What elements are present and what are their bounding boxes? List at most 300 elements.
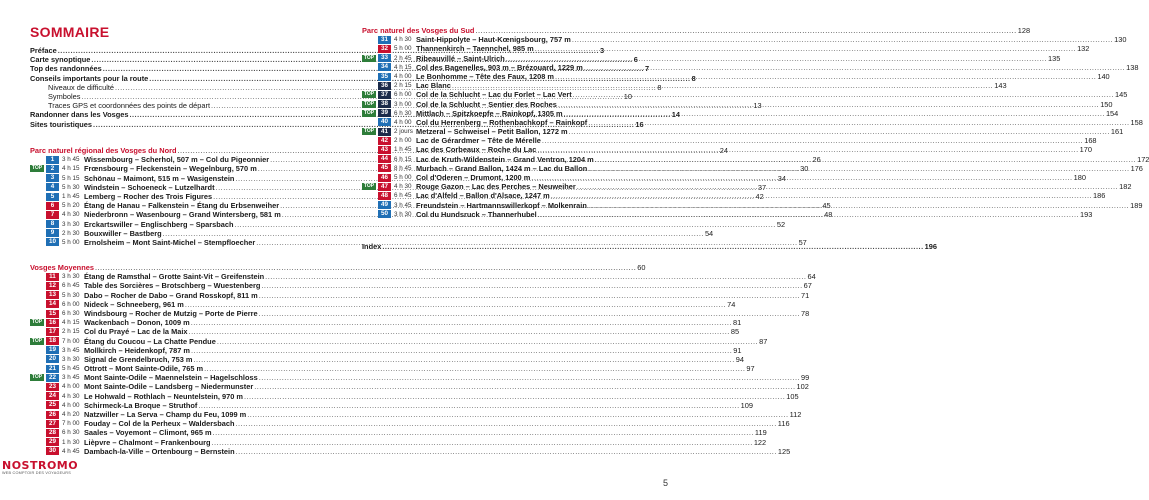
top-badge-empty: [30, 384, 44, 391]
route-entry[interactable]: [362, 81, 1007, 91]
top-badge-empty: [30, 193, 44, 200]
page-ref: 172: [1137, 154, 1149, 164]
route-entry[interactable]: [362, 44, 1090, 54]
entry-label: Traces GPS et coordonnées des points de départ: [48, 101, 211, 111]
route-number-badge: 16: [46, 319, 59, 327]
page-ref: 54: [704, 228, 714, 238]
entry-label: Top des randonnées: [30, 64, 102, 74]
route-title: Wissembourg – Scherhol, 507 m – Col du Pigeonnier: [84, 155, 270, 165]
logo-tagline: WEB COMPTOIR DES VOYAGEURS: [2, 471, 71, 475]
route-duration: 6 h 30: [394, 109, 412, 117]
leader-dots: [189, 327, 730, 336]
route-entry[interactable]: [30, 318, 742, 328]
top-badge-empty: [30, 448, 44, 455]
route-duration: 3 h 45: [62, 346, 80, 354]
route-duration: 2 h 45: [394, 54, 412, 62]
route-number-badge: 42: [378, 137, 391, 145]
route-title: Windstein – Schoeneck – Lutzelhardt: [84, 182, 215, 192]
leader-dots: [244, 392, 785, 401]
leader-dots: [506, 54, 1047, 63]
route-number-badge: 3: [46, 174, 59, 182]
top-badge-empty: [30, 301, 44, 308]
route-number-badge: 12: [46, 282, 59, 290]
page-ref: 13: [753, 101, 762, 111]
route-title: Fouday – Col de la Perheux – Waldersbach: [84, 419, 235, 429]
route-number-badge: 2: [46, 165, 59, 173]
route-duration: 2 h 30: [62, 229, 80, 237]
route-number-badge: 41: [378, 128, 391, 136]
page-ref: 26: [812, 155, 821, 165]
page-ref: 14: [671, 110, 680, 120]
page-ref: 132: [1077, 44, 1090, 54]
route-entry[interactable]: [362, 200, 1143, 210]
page-ref: 125: [777, 446, 791, 456]
route-title: Table des Sorcières – Brotschberg – Wuestenberg: [84, 281, 261, 291]
route-number-badge: 21: [46, 365, 59, 373]
top-badge-empty: [30, 221, 44, 228]
page-ref: 150: [1100, 99, 1113, 109]
top-badge-empty: [362, 45, 376, 52]
page-ref: 122: [753, 437, 767, 447]
leader-dots: [551, 191, 1092, 200]
route-number-badge: 33: [378, 54, 391, 62]
page-ref: 64: [807, 272, 816, 282]
leader-dots: [535, 44, 1076, 53]
route-entry[interactable]: [30, 437, 767, 447]
section-heading-label: Parc naturel régional des Vosges du Nord: [30, 146, 177, 155]
page-ref: 99: [801, 373, 810, 383]
top-badge: TOP: [31, 374, 43, 381]
route-title: Murbach – Grand Ballon, 1424 m – Lac du Ballon: [416, 163, 588, 173]
route-number-badge: 18: [46, 337, 59, 345]
leader-dots: [193, 355, 734, 364]
top-badge: TOP: [363, 100, 375, 107]
page-ref: 3: [600, 46, 605, 55]
entry-label: Carte synoptique: [30, 55, 91, 65]
leader-dots: [235, 220, 776, 229]
route-entry[interactable]: [30, 391, 799, 401]
route-number-badge: 19: [46, 346, 59, 354]
top-badge-empty: [30, 310, 44, 317]
route-entry[interactable]: [30, 373, 810, 383]
route-entry[interactable]: [30, 410, 802, 419]
route-number-badge: 9: [46, 229, 59, 237]
route-title: Lac Blanc: [416, 81, 451, 91]
leader-dots: [531, 173, 1072, 182]
leader-dots: [259, 309, 800, 318]
route-duration: 3 h 30: [62, 273, 80, 281]
route-title: Bouxwiller – Bastberg: [84, 228, 162, 238]
logo-wordmark: NOSTROMO: [2, 459, 79, 472]
leader-dots: [475, 26, 1016, 35]
route-duration: 4 h 30: [394, 183, 412, 191]
top-badge: TOP: [363, 128, 375, 135]
route-number-badge: 8: [46, 220, 59, 228]
route-number-badge: 29: [46, 438, 59, 446]
route-duration: 3 h 30: [394, 210, 412, 218]
section-heading-label: Parc naturel des Vosges du Sud: [362, 26, 475, 35]
route-number-badge: 1: [46, 156, 59, 164]
leader-dots: [572, 35, 1113, 44]
top-badge: TOP: [363, 91, 375, 98]
route-entry[interactable]: [30, 336, 768, 346]
route-entry[interactable]: [30, 400, 753, 410]
route-entry[interactable]: [30, 419, 790, 429]
route-duration: 4 h 15: [62, 165, 80, 173]
route-number-badge: 36: [378, 82, 391, 90]
page-ref: 37: [757, 182, 767, 192]
leader-dots: [259, 291, 800, 300]
route-title: Schirmeck-La Broque – Struthof: [84, 400, 198, 410]
leader-dots: [261, 281, 802, 290]
page-number: 5: [663, 478, 669, 488]
route-number-badge: 13: [46, 291, 59, 299]
route-entry[interactable]: [362, 117, 1143, 127]
route-title: Étang du Coucou – La Chatte Pendue: [84, 336, 216, 346]
route-duration: 4 h 00: [62, 401, 80, 409]
route-entry[interactable]: [30, 364, 755, 374]
route-title: Ernolsheim – Mont Saint-Michel – Stempfloecher: [84, 237, 256, 247]
page-ref: 116: [777, 419, 790, 429]
route-number-badge: 17: [46, 328, 59, 336]
page-ref: 10: [623, 91, 632, 101]
page-ref: 196: [924, 242, 937, 251]
page-ref: 130: [1114, 35, 1127, 45]
page-ref: 8: [657, 82, 662, 92]
leader-dots: [382, 242, 923, 251]
route-duration: 3 h 45: [62, 374, 80, 382]
route-title: Niederbronn – Wasenbourg – Grand Wintersberg, 581 m: [84, 210, 281, 220]
leader-dots: [95, 263, 636, 272]
section-vosges-moyennes: [30, 263, 816, 456]
leader-dots: [213, 428, 754, 437]
page-ref: 158: [1130, 117, 1143, 127]
top-badge-empty: [30, 175, 44, 182]
top-badge-empty: [362, 174, 376, 181]
page-ref: 85: [730, 327, 740, 337]
route-duration: 7 h 00: [62, 420, 80, 428]
route-entry[interactable]: [30, 354, 744, 364]
leader-dots: [247, 410, 788, 419]
route-entry[interactable]: [362, 53, 1061, 63]
page-ref: 42: [755, 191, 764, 201]
route-duration: 5 h 30: [62, 183, 80, 191]
route-number-badge: 35: [378, 73, 391, 81]
top-badge-empty: [362, 211, 376, 218]
leader-dots: [217, 337, 758, 346]
route-number-badge: 27: [46, 420, 59, 428]
page-ref: 8: [691, 73, 696, 83]
entry-label: Sites touristiques: [30, 119, 93, 129]
leader-dots: [163, 229, 704, 238]
route-number-badge: 34: [378, 63, 391, 71]
route-title: Lac d'Alfeld – Ballon d'Alsace, 1247 m: [416, 191, 550, 201]
route-title: Mollkirch – Heidenkopf, 787 m: [84, 345, 190, 355]
route-number-badge: 6: [46, 202, 59, 210]
page-ref: 140: [1097, 71, 1110, 81]
leader-dots: [538, 210, 1079, 219]
top-badge-empty: [362, 64, 376, 71]
route-duration: 4 h 15: [62, 319, 80, 327]
top-badge-empty: [30, 347, 44, 354]
route-entry[interactable]: [30, 219, 786, 229]
page-ref: 128: [1017, 26, 1031, 35]
route-duration: 6 h 15: [394, 155, 412, 163]
top-badge-empty: [30, 156, 44, 163]
route-title: Rouge Gazon – Lac des Perches – Neuweiher: [416, 182, 576, 192]
page-ref: 145: [1114, 90, 1128, 100]
route-entry[interactable]: [30, 281, 812, 291]
top-badge: TOP: [31, 165, 43, 172]
top-badge-empty: [362, 36, 376, 43]
top-badge-empty: [362, 165, 376, 172]
page-ref: 161: [1110, 127, 1124, 137]
route-number-badge: 11: [46, 273, 59, 281]
page-ref: 87: [759, 336, 768, 346]
route-title: Étang de Hanau – Falkenstein – Étang du Erbsenweiher: [84, 201, 280, 211]
leader-dots: [564, 109, 1105, 118]
entry-label: Symboles: [48, 91, 81, 101]
route-entry[interactable]: [362, 90, 1128, 100]
route-number-badge: 30: [46, 447, 59, 455]
page-ref: 30: [800, 164, 809, 174]
route-title: Lac de Kruth-Wildenstein – Grand Ventron, 1204 m: [416, 154, 594, 164]
entry-label: Randonner dans les Vosges: [30, 110, 129, 120]
section-heading[interactable]: [30, 263, 646, 272]
page-ref: 34: [777, 173, 786, 183]
route-duration: 4 h 00: [394, 118, 412, 126]
route-duration: 4 h 20: [62, 411, 80, 418]
leader-dots: [259, 373, 800, 382]
route-number-badge: 38: [378, 100, 391, 108]
route-number-badge: 45: [378, 164, 391, 172]
route-entry[interactable]: [30, 308, 810, 318]
top-badge-empty: [362, 137, 376, 144]
top-badge-empty: [30, 402, 44, 409]
top-badge-empty: [30, 356, 44, 363]
page-ref: 109: [740, 400, 753, 410]
route-title: Mittlach – Spitzkoepfe – Rainkopf, 1305 m: [416, 108, 563, 118]
page-ref: 143: [994, 81, 1007, 91]
top-badge-empty: [30, 211, 44, 218]
route-duration: 4 h 00: [62, 383, 80, 391]
route-title: Col des Bagenelles, 903 m – Brézouard, 1229 m: [416, 62, 583, 72]
route-title: Lemberg – Rocher des Trois Figures: [84, 191, 213, 201]
page-ref: 119: [754, 428, 767, 438]
entry-label: Niveaux de difficulté: [48, 82, 115, 92]
route-title: Freundstein – Hartmannswillerkopf – Molkenrain: [416, 200, 587, 210]
route-entry[interactable]: [362, 127, 1124, 137]
top-badge-empty: [30, 239, 44, 246]
route-number-badge: 28: [46, 429, 59, 437]
page-ref: 186: [1093, 191, 1106, 201]
top-badge: TOP: [363, 109, 375, 116]
top-badge: TOP: [363, 183, 375, 190]
leader-dots: [204, 364, 745, 373]
top-badge-empty: [30, 365, 44, 372]
route-duration: 1 h 45: [62, 192, 80, 200]
entry-label: Index: [362, 242, 382, 251]
route-title: Lièpvre – Chalmont – Frankenbourg: [84, 437, 211, 447]
top-badge-empty: [30, 202, 44, 209]
top-badge-empty: [362, 119, 376, 126]
route-number-badge: 22: [46, 374, 59, 382]
route-entry[interactable]: [30, 290, 810, 300]
page-ref: 180: [1073, 173, 1086, 182]
route-title: Mont Sainte-Odile – Landsberg – Niedermunster: [84, 382, 254, 392]
page-ref: 24: [719, 146, 729, 155]
page-ref: 94: [735, 354, 744, 364]
page-ref: 138: [1126, 62, 1139, 72]
route-number-badge: 26: [46, 411, 59, 419]
page-ref: 78: [800, 308, 810, 318]
route-duration: 2 h 00: [394, 137, 412, 145]
route-number-badge: 10: [46, 238, 59, 246]
page-ref: 16: [635, 119, 644, 129]
route-entry[interactable]: [30, 428, 767, 438]
route-title: Col de la Schlucht – Lac du Forlet – Lac Vert: [416, 90, 572, 100]
route-duration: 6 h 45: [62, 282, 80, 290]
route-duration: 6 h 30: [62, 429, 80, 437]
route-number-badge: 39: [378, 109, 391, 117]
top-badge: TOP: [31, 319, 43, 326]
route-duration: 4 h 45: [62, 447, 80, 455]
route-duration: 4 h 30: [62, 211, 80, 219]
route-title: Mont Sainte-Odile – Maennelstein – Hagelschloss: [84, 373, 258, 383]
page-ref: 193: [1080, 209, 1093, 219]
page-ref: 176: [1130, 163, 1143, 173]
route-number-badge: 25: [46, 401, 59, 409]
route-duration: 2 jours: [394, 128, 413, 136]
entry-label: Conseils importants pour la route: [30, 73, 149, 83]
top-badge-empty: [362, 156, 376, 163]
route-duration: 1 h 30: [62, 438, 80, 446]
top-badge-empty: [362, 192, 376, 199]
route-number-badge: 14: [46, 300, 59, 308]
route-title: Saales – Voyemont – Climont, 965 m: [84, 428, 212, 438]
route-number-badge: 43: [378, 146, 391, 154]
route-number-badge: 44: [378, 155, 391, 163]
leader-dots: [265, 272, 806, 281]
route-title: Dambach-la-Ville – Ortenbourg – Bernstein: [84, 446, 235, 456]
leader-dots: [569, 127, 1110, 136]
section-heading[interactable]: [362, 26, 1031, 35]
page-ref: 112: [789, 410, 802, 419]
top-badge-empty: [362, 202, 376, 209]
page-ref: 102: [796, 382, 809, 392]
route-duration: 2 h 15: [62, 328, 80, 336]
top-badge-empty: [30, 230, 44, 237]
route-duration: 5 h 00: [62, 238, 80, 246]
route-title: Schönau – Maimont, 515 m – Wasigenstein: [84, 173, 235, 183]
route-entry[interactable]: [30, 299, 736, 309]
page-ref: 74: [727, 299, 736, 309]
page-ref: 105: [786, 391, 799, 401]
route-entry[interactable]: [30, 327, 740, 337]
route-entry[interactable]: [362, 35, 1127, 45]
route-title: Col du Prayé – Lac de la Maix: [84, 327, 188, 337]
leader-dots: [555, 72, 1096, 81]
route-duration: 4 h 15: [394, 63, 412, 71]
leader-dots: [542, 136, 1083, 145]
route-duration: 7 h 00: [62, 337, 80, 345]
page-ref: 52: [776, 219, 786, 229]
leader-dots: [191, 318, 732, 327]
route-title: Lac de Gérardmer – Tête de Mérelle: [416, 136, 541, 146]
route-duration: 4 h 00: [394, 72, 412, 80]
route-duration: 1 h 45: [394, 146, 412, 154]
leader-dots: [191, 346, 732, 355]
page-ref: 7: [645, 64, 650, 74]
route-duration: 3 h 00: [394, 100, 412, 108]
top-badge-empty: [30, 393, 44, 400]
route-title: Dabo – Rocher de Dabo – Grand Rosskopf, 811 m: [84, 290, 258, 300]
route-duration: 6 h 00: [394, 91, 412, 99]
page-ref: 45: [822, 201, 831, 211]
top-badge-empty: [30, 420, 44, 427]
route-number-badge: 40: [378, 118, 391, 126]
page-ref: 6: [633, 55, 638, 65]
route-title: Col du Hundsruck – Thannerhubel: [416, 209, 537, 219]
route-title: Wackenbach – Donon, 1009 m: [84, 318, 190, 328]
route-entry[interactable]: [30, 446, 791, 456]
route-entry[interactable]: [362, 62, 1139, 72]
page-ref: 154: [1105, 108, 1119, 118]
entry-label: Préface: [30, 46, 57, 55]
route-entry[interactable]: [30, 382, 809, 392]
leader-dots: [254, 382, 795, 391]
leader-dots: [573, 90, 1114, 99]
route-title: Col de la Schlucht – Sentier des Roches: [416, 99, 557, 109]
top-badge-empty: [30, 429, 44, 436]
route-entry[interactable]: [30, 228, 714, 238]
top-badge: TOP: [363, 54, 375, 61]
route-title: Lac des Corbeaux – Roche du Lac: [416, 145, 537, 155]
route-entry[interactable]: [30, 345, 742, 355]
leader-dots: [185, 300, 726, 309]
page-title: SOMMAIRE: [30, 24, 110, 40]
route-duration: 8 h 45: [394, 164, 412, 172]
top-badge-empty: [30, 439, 44, 446]
route-number-badge: 5: [46, 193, 59, 201]
route-entry[interactable]: [362, 136, 1097, 146]
route-entry[interactable]: [30, 272, 816, 282]
route-duration: 3 h 45: [394, 201, 412, 209]
top-badge-empty: [362, 82, 376, 89]
route-number-badge: 24: [46, 392, 59, 400]
top-badge-empty: [30, 184, 44, 191]
nostromo-logo: [2, 459, 79, 485]
route-number-badge: 23: [46, 383, 59, 391]
route-duration: 5 h 20: [62, 202, 80, 210]
route-title: Nideck – Schneeberg, 961 m: [84, 299, 184, 309]
route-duration: 5 h 00: [394, 45, 412, 53]
page-ref: 81: [733, 318, 742, 328]
route-entry[interactable]: [362, 71, 1110, 81]
route-number-badge: 37: [378, 91, 391, 99]
route-title: Natzwiller – La Serva – Champ du Feu, 1099 m: [84, 410, 247, 419]
top-badge-empty: [362, 73, 376, 80]
route-duration: 3 h 30: [62, 220, 80, 228]
leader-dots: [588, 164, 1129, 173]
top-badge: TOP: [31, 337, 43, 344]
route-duration: 4 h 30: [62, 392, 80, 400]
leader-dots: [588, 118, 1129, 127]
top-badge-empty: [362, 147, 376, 154]
top-badge-empty: [30, 273, 44, 280]
route-number-badge: 49: [378, 201, 391, 209]
route-number-badge: 7: [46, 211, 59, 219]
